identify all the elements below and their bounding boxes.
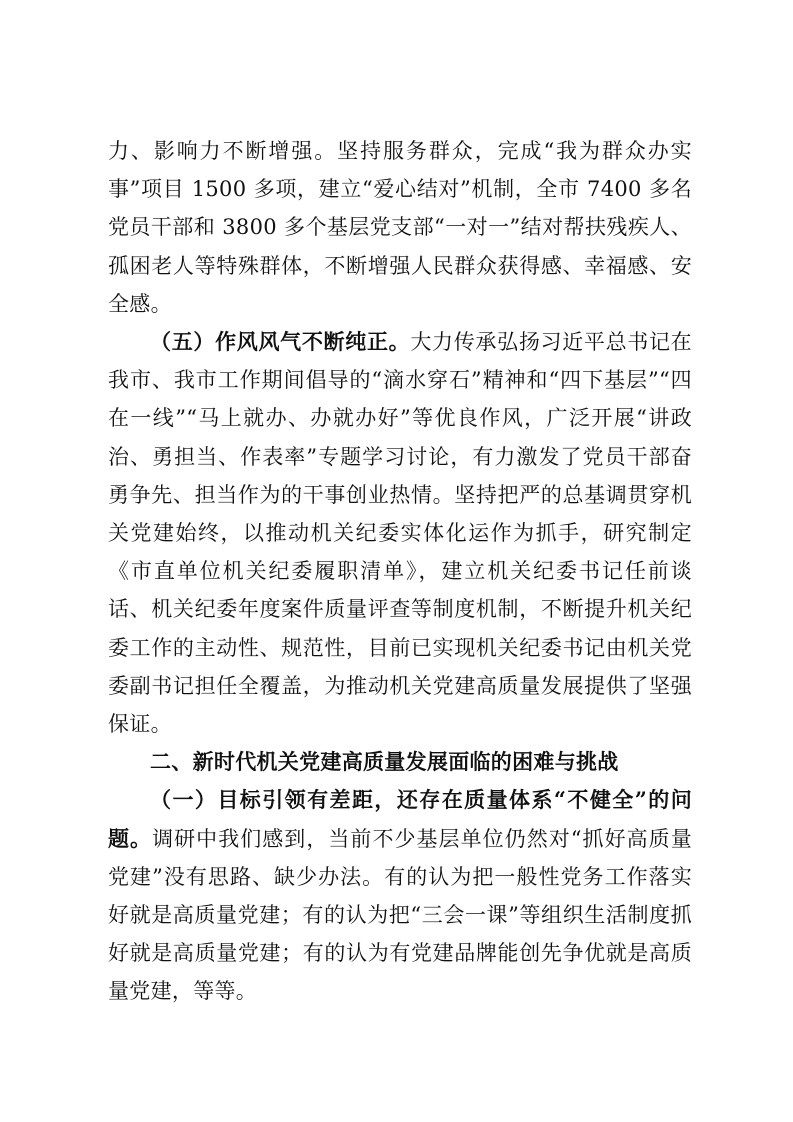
paragraph-lead-heading: （五）作风风气不断纯正。 <box>150 329 411 355</box>
document-body <box>108 132 692 1011</box>
paragraph-continuation <box>108 132 692 323</box>
paragraph-text: 调研中我们感到，当前不少基层单位仍然对“抓好高质量党建”没有思路、缺少办法。有的认为把一般性党务工作落实好就是高质量党建；有的认为把“三会一课”等组织生活制度抓好就是高质量党建；有的认为有党建品牌能创先争优就是高质量党建，等等。 <box>108 826 692 1004</box>
paragraph-goal-guidance <box>108 781 692 1010</box>
paragraph-work-style <box>108 323 692 743</box>
paragraph-text: 大力传承弘扬习近平总书记在我市、我市工作期间倡导的“滴水穿石”精神和“四下基层”“四在一线”“马上就办、办就办好”等优良作风，广泛开展“讲政治、勇担当、作表率”专题学习讨论，有力激发了党员干部奋勇争先、担当作为的干事创业热情。坚持把严的总基调贯穿机关党建始终，以推动机关纪委实体化运作为抓手，研究制定《市直单位机关纪委履职清单》，建立机关纪委书记任前谈话、机关纪委年度案件质量评查等制度机制，不断提升机关纪委工作的主动性、规范性，目前已实现机关纪委书记由机关党委副书记担任全覆盖，为推动机关党建高质量发展提供了坚强保证。 <box>108 330 692 737</box>
paragraph-text: 力、影响力不断增强。坚持服务群众，完成“我为群众办实事”项目 1500 多项，建立“爱心结对”机制，全市 7400 多名党员干部和 3800 多个基层党支部“一对一”结对帮扶残疾人、孤困老人等特殊群体，不断增强人民群众获得感、幸福感、安全感。 <box>108 139 692 316</box>
subsection-lead-heading: （一）目标引领有差距，还存在质量体系“不健全”的问题。 <box>108 787 692 851</box>
section-heading: 二、新时代机关党建高质量发展面临的困难与挑战 <box>150 750 619 775</box>
